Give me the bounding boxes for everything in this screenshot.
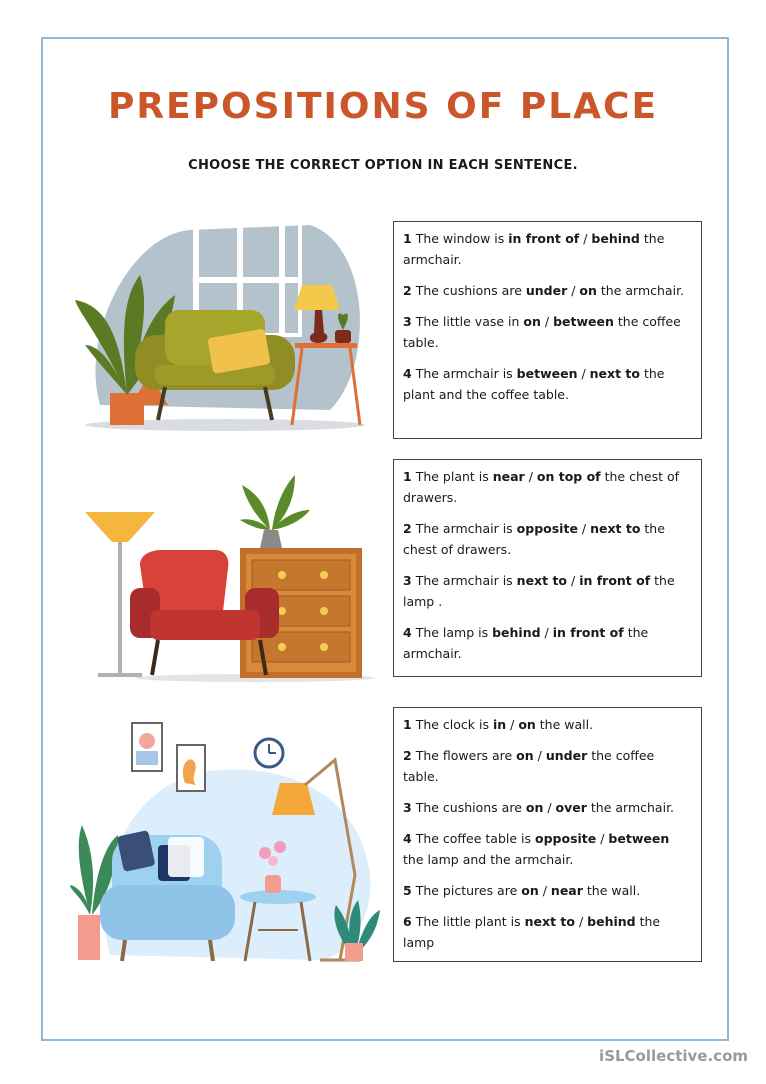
option-a[interactable]: on: [523, 314, 541, 329]
option-separator: /: [577, 521, 591, 536]
option-b[interactable]: between: [608, 831, 670, 846]
option-b[interactable]: next to: [590, 521, 641, 536]
option-b[interactable]: over: [555, 800, 587, 815]
option-a[interactable]: opposite: [535, 831, 597, 846]
sentence-end: the lamp: [403, 914, 661, 950]
option-a[interactable]: opposite: [516, 521, 578, 536]
sentence-start: The plant is: [415, 469, 493, 484]
questions-box-3: [393, 707, 702, 962]
sentence-item: [403, 280, 692, 301]
sentence-start: The window is: [415, 231, 509, 246]
sentence-item: [403, 570, 692, 612]
sentence-number: 1: [403, 469, 412, 484]
sentence-start: The armchair is: [415, 573, 517, 588]
option-separator: /: [567, 283, 580, 298]
sentence-end: the coffee table.: [403, 314, 681, 350]
sentence-end: the coffee table.: [403, 748, 655, 784]
option-separator: /: [538, 883, 551, 898]
sentence-number: 1: [403, 231, 412, 246]
option-separator: /: [567, 573, 580, 588]
worksheet-title: PREPOSITIONS OF PLACE: [107, 86, 659, 127]
option-b[interactable]: behind: [587, 914, 636, 929]
questions-box-1: [393, 221, 702, 439]
sentence-number: 2: [403, 748, 412, 763]
sentence-end: the wall.: [535, 717, 594, 732]
sentence-start: The cushions are: [415, 800, 526, 815]
option-b[interactable]: in front of: [552, 625, 624, 640]
option-a[interactable]: in: [492, 717, 507, 732]
option-separator: /: [574, 914, 588, 929]
sentence-start: The armchair is: [415, 521, 517, 536]
sentence-start: The coffee table is: [415, 831, 535, 846]
sentence-start: The flowers are: [415, 748, 517, 763]
sentence-start: The little plant is: [415, 914, 525, 929]
sentence-item: [403, 311, 692, 353]
sentence-item: [403, 466, 692, 508]
sentence-end: the armchair.: [403, 231, 665, 267]
sentence-number: 4: [403, 366, 412, 381]
sentence-end: the armchair.: [586, 800, 675, 815]
sentence-item: [403, 745, 692, 787]
worksheet-instruction: CHOOSE THE CORRECT OPTION IN EACH SENTENCE.: [188, 158, 578, 173]
option-b[interactable]: on top of: [536, 469, 601, 484]
red-armchair-chest-of-drawers-illustration: [70, 470, 380, 685]
sentence-number: 1: [403, 717, 412, 732]
option-b[interactable]: between: [553, 314, 614, 329]
option-separator: /: [543, 800, 556, 815]
questions-box-2: [393, 459, 702, 677]
sentence-start: The lamp is: [415, 625, 493, 640]
sentence-end: the armchair.: [596, 283, 685, 298]
sentence-item: [403, 228, 692, 270]
blue-armchair-room-illustration: [70, 715, 380, 965]
option-a[interactable]: on: [525, 800, 544, 815]
sentence-end: the plant and the coffee table.: [403, 366, 665, 402]
option-b[interactable]: near: [550, 883, 583, 898]
sentence-start: The pictures are: [415, 883, 522, 898]
sentence-end: the wall.: [582, 883, 641, 898]
sentence-number: 2: [403, 283, 412, 298]
site-watermark: iSLCollective.com: [599, 1047, 748, 1065]
sentence-start: The cushions are: [415, 283, 526, 298]
option-separator: /: [506, 717, 519, 732]
option-a[interactable]: on: [521, 883, 539, 898]
sentence-item: [403, 363, 692, 405]
option-b[interactable]: on: [579, 283, 597, 298]
sentence-number: 3: [403, 314, 412, 329]
option-separator: /: [533, 748, 546, 763]
option-separator: /: [596, 831, 609, 846]
option-separator: /: [540, 314, 554, 329]
sentence-end: the chest of drawers.: [403, 469, 680, 505]
sentence-end: the chest of drawers.: [403, 521, 665, 557]
sentence-item: [403, 714, 692, 735]
option-b[interactable]: next to: [589, 366, 640, 381]
option-a[interactable]: near: [492, 469, 525, 484]
option-b[interactable]: in front of: [579, 573, 651, 588]
sentence-start: The little vase in: [415, 314, 524, 329]
sentence-number: 3: [403, 800, 412, 815]
option-b[interactable]: behind: [591, 231, 640, 246]
option-a[interactable]: next to: [516, 573, 568, 588]
sentence-end: the lamp .: [403, 573, 675, 609]
sentence-number: 2: [403, 521, 412, 536]
sentence-end: the lamp and the armchair.: [403, 852, 574, 867]
option-a[interactable]: between: [516, 366, 578, 381]
sentence-item: [403, 911, 692, 953]
sentence-number: 4: [403, 625, 412, 640]
option-separator: /: [577, 366, 590, 381]
sentence-number: 4: [403, 831, 412, 846]
option-a[interactable]: under: [525, 283, 568, 298]
option-b[interactable]: on: [518, 717, 536, 732]
sentence-number: 5: [403, 883, 412, 898]
sentence-item: [403, 880, 692, 901]
sentence-item: [403, 797, 692, 818]
sentence-number: 6: [403, 914, 412, 929]
sentence-start: The armchair is: [415, 366, 517, 381]
option-a[interactable]: in front of: [508, 231, 580, 246]
option-a[interactable]: behind: [492, 625, 541, 640]
living-room-armchair-window-illustration: [70, 215, 380, 435]
sentence-item: [403, 828, 692, 870]
sentence-item: [403, 622, 692, 664]
option-separator: /: [524, 469, 537, 484]
option-b[interactable]: under: [545, 748, 588, 763]
option-a[interactable]: on: [516, 748, 534, 763]
sentence-end: the armchair.: [403, 625, 649, 661]
sentence-item: [403, 518, 692, 560]
sentence-start: The clock is: [415, 717, 493, 732]
option-separator: /: [540, 625, 553, 640]
option-separator: /: [579, 231, 592, 246]
sentence-number: 3: [403, 573, 412, 588]
option-a[interactable]: next to: [524, 914, 575, 929]
